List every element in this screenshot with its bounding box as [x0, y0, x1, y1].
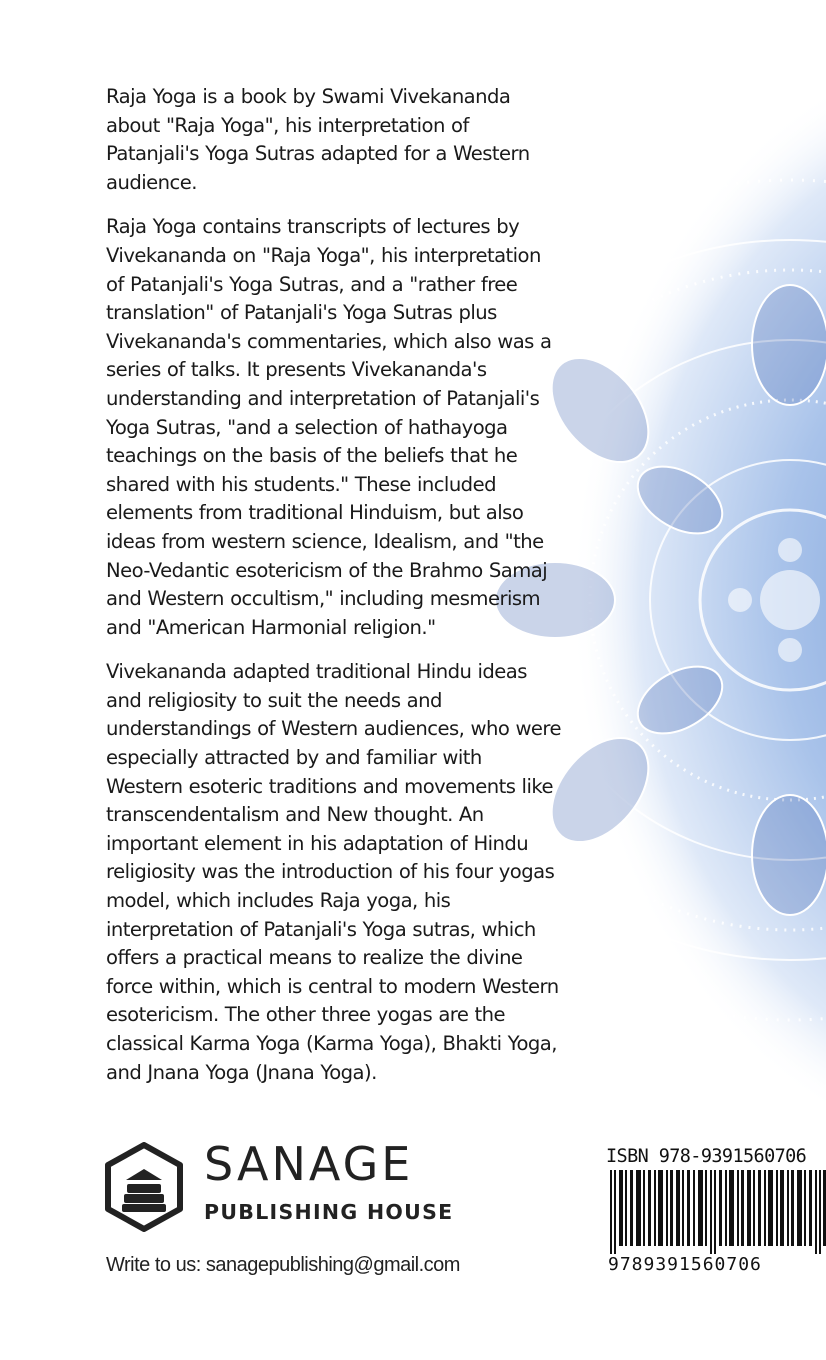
blurb-paragraph-1: Raja Yoga is a book by Swami Vivekananda about "Raja Yoga", his interpretation of Patanjali's Yoga Sutras adapted for a Western audience.: [106, 85, 530, 194]
contact-email: Write to us: sanagepublishing@gmail.com: [106, 1254, 460, 1276]
publisher-logo: [104, 1138, 464, 1238]
ean-digits: 9789391560706: [608, 1254, 762, 1275]
barcode-bars: [610, 1170, 826, 1254]
publisher-subtitle: PUBLISHING HOUSE: [204, 1200, 454, 1224]
isbn-barcode: [604, 1146, 826, 1280]
isbn-label: ISBN 978-9391560706: [606, 1146, 807, 1167]
back-cover-blurb: [106, 83, 561, 1103]
publisher-name: SANAGE: [204, 1137, 414, 1191]
books-hexagon-icon: [104, 1142, 184, 1232]
blurb-paragraph-2: Raja Yoga contains transcripts of lectures by Vivekananda on "Raja Yoga", his interpretation of Patanjali's Yoga Sutras, and a "rather free translation" of Patanjali's Yoga Sutras plus Vivekananda's commentaries, which also was a series of talks. It presents Vivekananda's understanding and interpretation of Patanjali's Yoga Sutras, "and a selection of hathayoga teachings on the basis of the beliefs that he shared with his students." These included elements from traditional Hinduism, but also ideas from western science, Idealism, and "the Neo-Vedantic esotericism of the Brahmo Samaj and Western occultism," including mesmerism and "American Harmonial religion.": [106, 215, 552, 639]
blurb-paragraph-3: Vivekananda adapted traditional Hindu ideas and religiosity to suit the needs and understandings of Western audiences, who were especially attracted by and familiar with Western esoteric traditions and movements like transcendentalism and New thought. An important element in his adaptation of Hindu religiosity was the introduction of his four yogas model, which includes Raja yoga, his interpretation of Patanjali's Yoga sutras, which offers a practical means to realize the divine force within, which is central to modern Western esotericism. The other three yogas are the classical Karma Yoga (Karma Yoga), Bhakti Yoga, and Jnana Yoga (Jnana Yoga).: [106, 660, 562, 1084]
